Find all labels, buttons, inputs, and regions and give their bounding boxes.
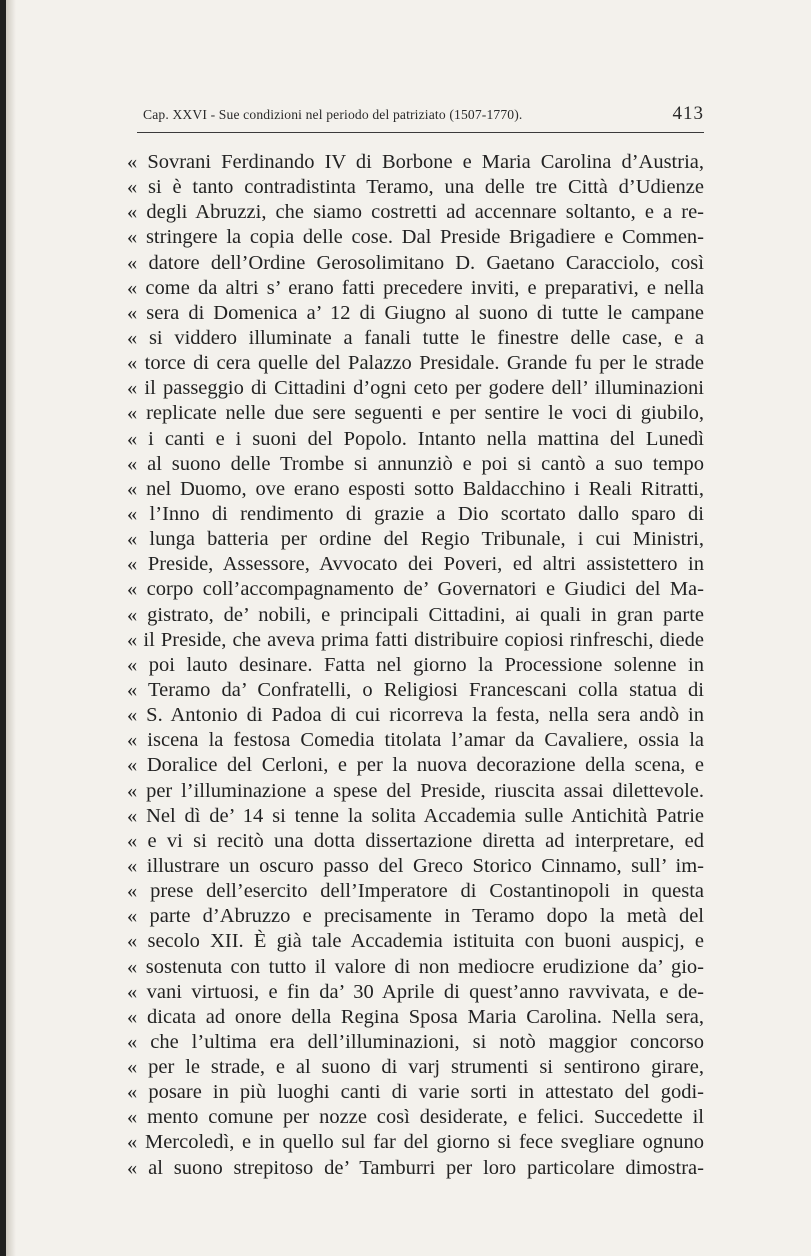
text-line: « che l’ultima era dell’illuminazioni, si notò maggior concorso [127,1030,704,1053]
text-line: « replicate nelle due sere seguenti e per sentire le voci di giubilo, [127,402,704,425]
text-line: « Teramo da’ Confratelli, o Religiosi Francescani colla statua di [127,678,704,701]
text-line: « parte d’Abruzzo e precisamente in Teramo dopo la metà del [127,905,704,928]
text-line: « come da altri s’ erano fatti precedere inviti, e preparativi, e nella [127,276,704,299]
text-line: « secolo XII. È già tale Accademia istituita con buoni auspicj, e [127,930,704,953]
text-line: « iscena la festosa Comedia titolata l’amar da Cavaliere, ossia la [127,729,704,752]
text-line: « l’Inno di rendimento di grazie a Dio scortato dallo sparo di [127,502,704,525]
text-line: « stringere la copia delle cose. Dal Preside Brigadiere e Commen- [127,226,704,249]
running-header [143,103,710,129]
text-line: « degli Abruzzi, che siamo costretti ad accennare soltanto, e a re- [127,201,704,224]
text-line: « i canti e i suoni del Popolo. Intanto nella mattina del Lunedì [127,427,704,450]
text-line: « datore dell’Ordine Gerosolimitano D. Gaetano Caracciolo, così [127,251,704,274]
text-line: « il passeggio di Cittadini d’ogni ceto per godere dell’ illuminazioni [127,377,704,400]
text-line: « per l’illuminazione a spese del Preside, riuscita assai dilettevole. [127,779,704,802]
text-line: « il Preside, che aveva prima fatti distribuire copiosi rinfreschi, diede [127,628,704,651]
text-line: « Nel dì de’ 14 si tenne la solita Accademia sulle Antichità Patrie [127,804,704,827]
text-line: « torce di cera quelle del Palazzo Presidale. Grande fu per le strade [127,352,704,375]
text-line: « prese dell’esercito dell’Imperatore di Costantinopoli in questa [127,880,704,903]
text-line: « gistrato, de’ nobili, e principali Cittadini, ai quali in gran parte [127,603,704,626]
text-line: « vani virtuosi, e fin da’ 30 Aprile di quest’anno ravvivata, e de- [127,980,704,1003]
text-line: « Sovrani Ferdinando IV di Borbone e Maria Carolina d’Austria, [127,151,704,173]
text-line: « si viddero illuminate a fanali tutte le finestre delle case, e a [127,326,704,349]
text-line: « nel Duomo, ove erano esposti sotto Baldacchino i Reali Ritratti, [127,477,704,500]
running-title: Cap. XXVI - Sue condizioni nel periodo del patriziato (1507-1770). [143,107,523,122]
text-line: « al suono strepitoso de’ Tamburri per loro particolare dimostra- [127,1156,704,1179]
text-line: « illustrare un oscuro passo del Greco Storico Cinnamo, sull’ im- [127,854,704,877]
text-line: « corpo coll’accompagnamento de’ Governatori e Giudici del Ma- [127,578,704,601]
text-line: « posare in più luoghi canti di varie sorti in attestato del godi- [127,1081,704,1104]
text-line: « sera di Domenica a’ 12 di Giugno al suono di tutte le campane [127,301,704,324]
text-line: « per le strade, e al suono di varj strumenti si sentirono girare, [127,1056,704,1079]
book-page [6,0,811,1256]
header-rule [137,132,704,133]
text-line: « poi lauto desinare. Fatta nel giorno la Processione solenne in [127,653,704,676]
text-line: « e vi si recitò una dotta dissertazione diretta ad interpretare, ed [127,829,704,852]
text-line: « dicata ad onore della Regina Sposa Maria Carolina. Nella sera, [127,1005,704,1028]
text-line: « al suono delle Trombe si annunziò e poi si cantò a suo tempo [127,452,704,475]
page-number: 413 [672,103,704,124]
body-text [127,150,704,1181]
text-line: « si è tanto contradistinta Teramo, una delle tre Città d’Udienze [127,176,704,199]
text-line: « S. Antonio di Padoa di cui ricorreva la festa, nella sera andò in [127,704,704,727]
text-line: « Preside, Assessore, Avvocato dei Poveri, ed altri assistettero in [127,553,704,576]
gutter-shadow [6,0,16,1256]
text-line: « Doralice del Cerloni, e per la nuova decorazione della scena, e [127,754,704,777]
text-line: « lunga batteria per ordine del Regio Tribunale, i cui Ministri, [127,528,704,551]
text-line: « sostenuta con tutto il valore di non mediocre erudizione da’ gio- [127,955,704,978]
text-line: « mento comune per nozze così desiderate, e felici. Succedette il [127,1106,704,1129]
text-line: « Mercoledì, e in quello sul far del giorno si fece svegliare ognuno [127,1131,704,1154]
